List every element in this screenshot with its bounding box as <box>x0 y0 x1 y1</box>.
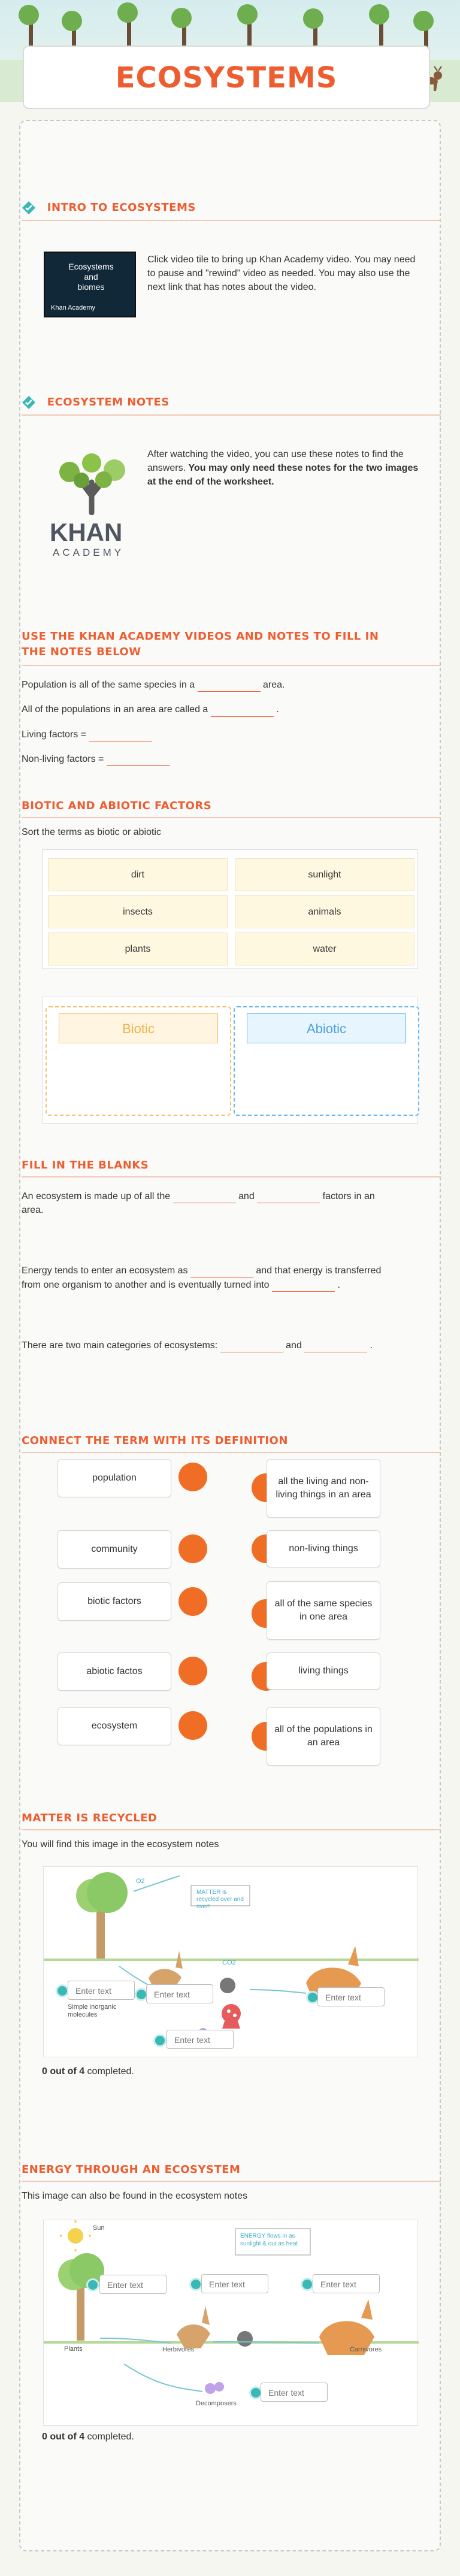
population-label-end: area. <box>262 680 285 691</box>
population-line <box>22 678 441 692</box>
intro-text: Click video tile to bring up Khan Academy video. You may need to pause and "rewind" video as needed. You may also use the next link that has notes about the video. <box>147 255 416 293</box>
blank-text: Energy tends to enter an ecosystem as <box>22 1266 188 1276</box>
academy-logo-text: ACADEMY <box>53 547 125 558</box>
section-divider <box>22 1829 441 1830</box>
biotic-label: Biotic <box>59 1013 218 1043</box>
sort-section <box>22 800 441 839</box>
diamond-check-icon <box>22 395 36 410</box>
matter-recycled-diagram <box>43 1866 418 2057</box>
sort-section-title: BIOTIC AND ABIOTIC FACTORS <box>22 800 212 812</box>
blanks-paragraph-3 <box>22 1339 393 1352</box>
section-divider <box>22 665 441 666</box>
blanks-section <box>22 1159 441 1352</box>
plants-label: Plants <box>64 2345 83 2353</box>
matter-note-label: MATTER is recycled over and over! <box>196 1889 244 1910</box>
energy-instruction: This image can also be found in the ecosystem notes <box>22 2191 248 2201</box>
energy-answer-2[interactable]: Enter text <box>201 2274 268 2293</box>
blank-text: and <box>286 1340 302 1351</box>
completed-count: 0 out of 4 <box>42 2432 85 2442</box>
sort-item-plants[interactable]: plants <box>48 933 228 965</box>
abiotic-drop-zone[interactable] <box>234 1006 419 1116</box>
tree-icon <box>117 2 138 23</box>
community-line <box>22 703 441 716</box>
energy-output-blank[interactable] <box>272 1282 335 1292</box>
living-factors-input[interactable] <box>89 732 152 741</box>
biotic-abiotic-blank-2[interactable] <box>257 1194 320 1203</box>
hotspot-dot[interactable] <box>153 2034 167 2047</box>
nonliving-factors-input[interactable] <box>107 756 170 766</box>
blanks-paragraph-2 <box>22 1264 393 1291</box>
energy-answer-3[interactable]: Enter text <box>313 2274 380 2293</box>
intro-section <box>22 201 441 311</box>
biotic-drop-zone[interactable] <box>46 1006 231 1116</box>
khan-notes-title: USE THE KHAN ACADEMY VIDEOS AND NOTES TO FILL IN THE NOTES BELOW <box>22 630 379 659</box>
notes-bold-text: You may only need these notes for the two images at the end of the worksheet. <box>147 463 419 488</box>
connector-dot[interactable] <box>178 1463 207 1491</box>
completed-label: completed. <box>84 2432 134 2442</box>
intro-section-title <box>22 201 441 215</box>
hotspot-dot[interactable] <box>56 1984 69 1997</box>
completed-label: completed. <box>84 2066 134 2076</box>
section-title-text: INTRO TO ECOSYSTEMS <box>47 201 196 214</box>
recycled-instruction: You will find this image in the ecosystem notes <box>22 1839 219 1849</box>
community-blank-input[interactable] <box>211 707 274 717</box>
blank-text: and <box>238 1191 255 1201</box>
tree-icon <box>171 8 192 28</box>
completed-count: 0 out of 4 <box>42 2066 85 2076</box>
blank-text: . <box>370 1340 373 1351</box>
term-population[interactable]: population <box>58 1459 171 1497</box>
notes-plain-text: After watching the video, you can use these notes to find the answers. <box>147 449 404 474</box>
term-biotic-factors[interactable]: biotic factors <box>58 1582 171 1621</box>
energy-flow-illustration <box>44 2220 419 2426</box>
notes-section-title <box>22 395 441 410</box>
sort-item-sunlight[interactable]: sunlight <box>235 858 414 891</box>
sort-item-water[interactable]: water <box>235 933 414 965</box>
section-divider <box>22 2181 441 2182</box>
diamond-check-icon <box>22 201 36 215</box>
living-label: Living factors = <box>22 729 87 740</box>
decomposers-label: Decomposers <box>196 2400 237 2407</box>
khan-logo-text: KHAN <box>50 518 123 546</box>
khan-notes-section <box>22 629 441 766</box>
tree-icon <box>237 4 258 25</box>
abiotic-label: Abiotic <box>247 1013 406 1043</box>
blank-text: There are two main categories of ecosystems: <box>22 1340 218 1351</box>
blank-text: An ecosystem is made up of all the <box>22 1191 171 1201</box>
khan-logo-link[interactable] <box>44 449 146 557</box>
ecosystem-category-blank-1[interactable] <box>220 1343 283 1352</box>
video-caption-line: Ecosystems <box>68 262 114 271</box>
section-divider <box>22 220 441 221</box>
definition-same-species[interactable]: all of the same species in one area <box>267 1581 380 1640</box>
video-caption-line: and <box>84 271 98 281</box>
definition-nonliving[interactable]: non-living things <box>267 1530 380 1567</box>
herbivores-label: Herbivores <box>162 2346 195 2353</box>
blanks-section-title: FILL IN THE BLANKS <box>22 1159 149 1172</box>
video-caption <box>52 262 130 292</box>
population-blank-input[interactable] <box>198 682 261 692</box>
tree-icon <box>413 11 434 31</box>
title-card <box>23 46 430 109</box>
section-divider <box>22 1452 441 1453</box>
blanks-paragraph-1 <box>22 1189 393 1217</box>
notes-text <box>147 447 420 489</box>
khan-academy-video-label: Khan Academy <box>51 304 95 311</box>
energy-section-title: ENERGY THROUGH AN ECOSYSTEM <box>22 2163 241 2176</box>
video-thumbnail[interactable] <box>44 252 136 317</box>
recycled-answer-2[interactable]: Enter text <box>146 1984 213 2003</box>
sort-instruction: Sort the terms as biotic or abiotic <box>22 827 161 837</box>
recycled-answer-3[interactable]: Enter text <box>317 1987 385 2006</box>
biotic-abiotic-blank-1[interactable] <box>173 1194 236 1203</box>
connect-section-title: CONNECT THE TERM WITH ITS DEFINITION <box>22 1434 288 1447</box>
recycled-answer-4[interactable]: Enter text <box>167 2030 234 2049</box>
connector-dot[interactable] <box>178 1534 207 1563</box>
oxygen-label: O2 <box>136 1878 145 1885</box>
tree-icon <box>369 4 389 25</box>
definition-living-nonliving[interactable]: all the living and non-living things in an area <box>267 1459 380 1518</box>
connector-dot[interactable] <box>178 1657 207 1685</box>
section-title-text: ECOSYSTEM NOTES <box>47 396 170 408</box>
hotspot-dot[interactable] <box>301 2278 314 2291</box>
recycled-section <box>22 1812 441 1851</box>
energy-flow-diagram <box>43 2220 418 2426</box>
connector-dot[interactable] <box>178 1587 207 1616</box>
hotspot-dot[interactable] <box>86 2278 99 2292</box>
nonliving-line <box>22 752 441 766</box>
connect-section <box>22 1434 441 1453</box>
living-line <box>22 728 441 741</box>
sort-item-insects[interactable]: insects <box>48 895 228 928</box>
khan-tree-logo-icon <box>44 449 143 515</box>
population-label: Population is all of the same species in a <box>22 680 195 691</box>
video-caption-line: biomes <box>77 281 105 292</box>
sort-item-animals[interactable]: animals <box>235 895 414 928</box>
blank-text: and that energy is transferred from one organism to another and is eventually turned into <box>22 1266 382 1290</box>
section-divider <box>22 414 441 416</box>
community-label: All of the populations in an area are called a <box>22 704 208 715</box>
energy-source-blank[interactable] <box>190 1269 253 1278</box>
sun-label: Sun <box>93 2224 105 2232</box>
ecosystem-category-blank-2[interactable] <box>304 1343 367 1352</box>
definition-living[interactable]: living things <box>267 1652 380 1690</box>
recycled-progress <box>42 2066 134 2077</box>
energy-note-label: ENERGY flows in as sunlight & out as heat <box>240 2233 298 2247</box>
energy-answer-1[interactable]: Enter text <box>99 2275 167 2294</box>
connector-dot[interactable] <box>178 1711 207 1740</box>
sort-item-dirt[interactable]: dirt <box>48 858 228 891</box>
tree-icon <box>62 11 82 31</box>
blank-text: . <box>337 1279 340 1290</box>
hotspot-dot[interactable] <box>189 2278 202 2291</box>
energy-answer-4[interactable]: Enter text <box>261 2383 328 2402</box>
recycled-section-title: MATTER IS RECYCLED <box>22 1812 158 1824</box>
term-community[interactable]: community <box>58 1530 171 1569</box>
section-divider <box>22 817 441 818</box>
section-divider <box>22 1176 441 1177</box>
community-label-end: . <box>276 704 279 715</box>
energy-progress <box>42 2432 134 2442</box>
tree-icon <box>19 5 39 25</box>
recycled-answer-1[interactable]: Enter text <box>68 1981 135 2000</box>
nonliving-label: Non-living factors = <box>22 753 104 764</box>
tree-icon <box>303 8 323 29</box>
term-ecosystem[interactable]: ecosystem <box>58 1707 171 1745</box>
page-title: ECOSYSTEMS <box>115 61 338 95</box>
carbon-dioxide-label: CO2 <box>222 1959 236 1966</box>
notes-section <box>22 395 441 558</box>
energy-section <box>22 2163 441 2203</box>
term-abiotic-factors[interactable]: abiotic factos <box>58 1652 171 1691</box>
simple-molecules-label: Simple inorganic molecules <box>68 2003 117 2019</box>
definition-populations[interactable]: all of the populations in an area <box>267 1707 380 1766</box>
blank-text: factors in an area. <box>22 1191 375 1216</box>
carnivores-label: Carnivores <box>350 2346 382 2353</box>
